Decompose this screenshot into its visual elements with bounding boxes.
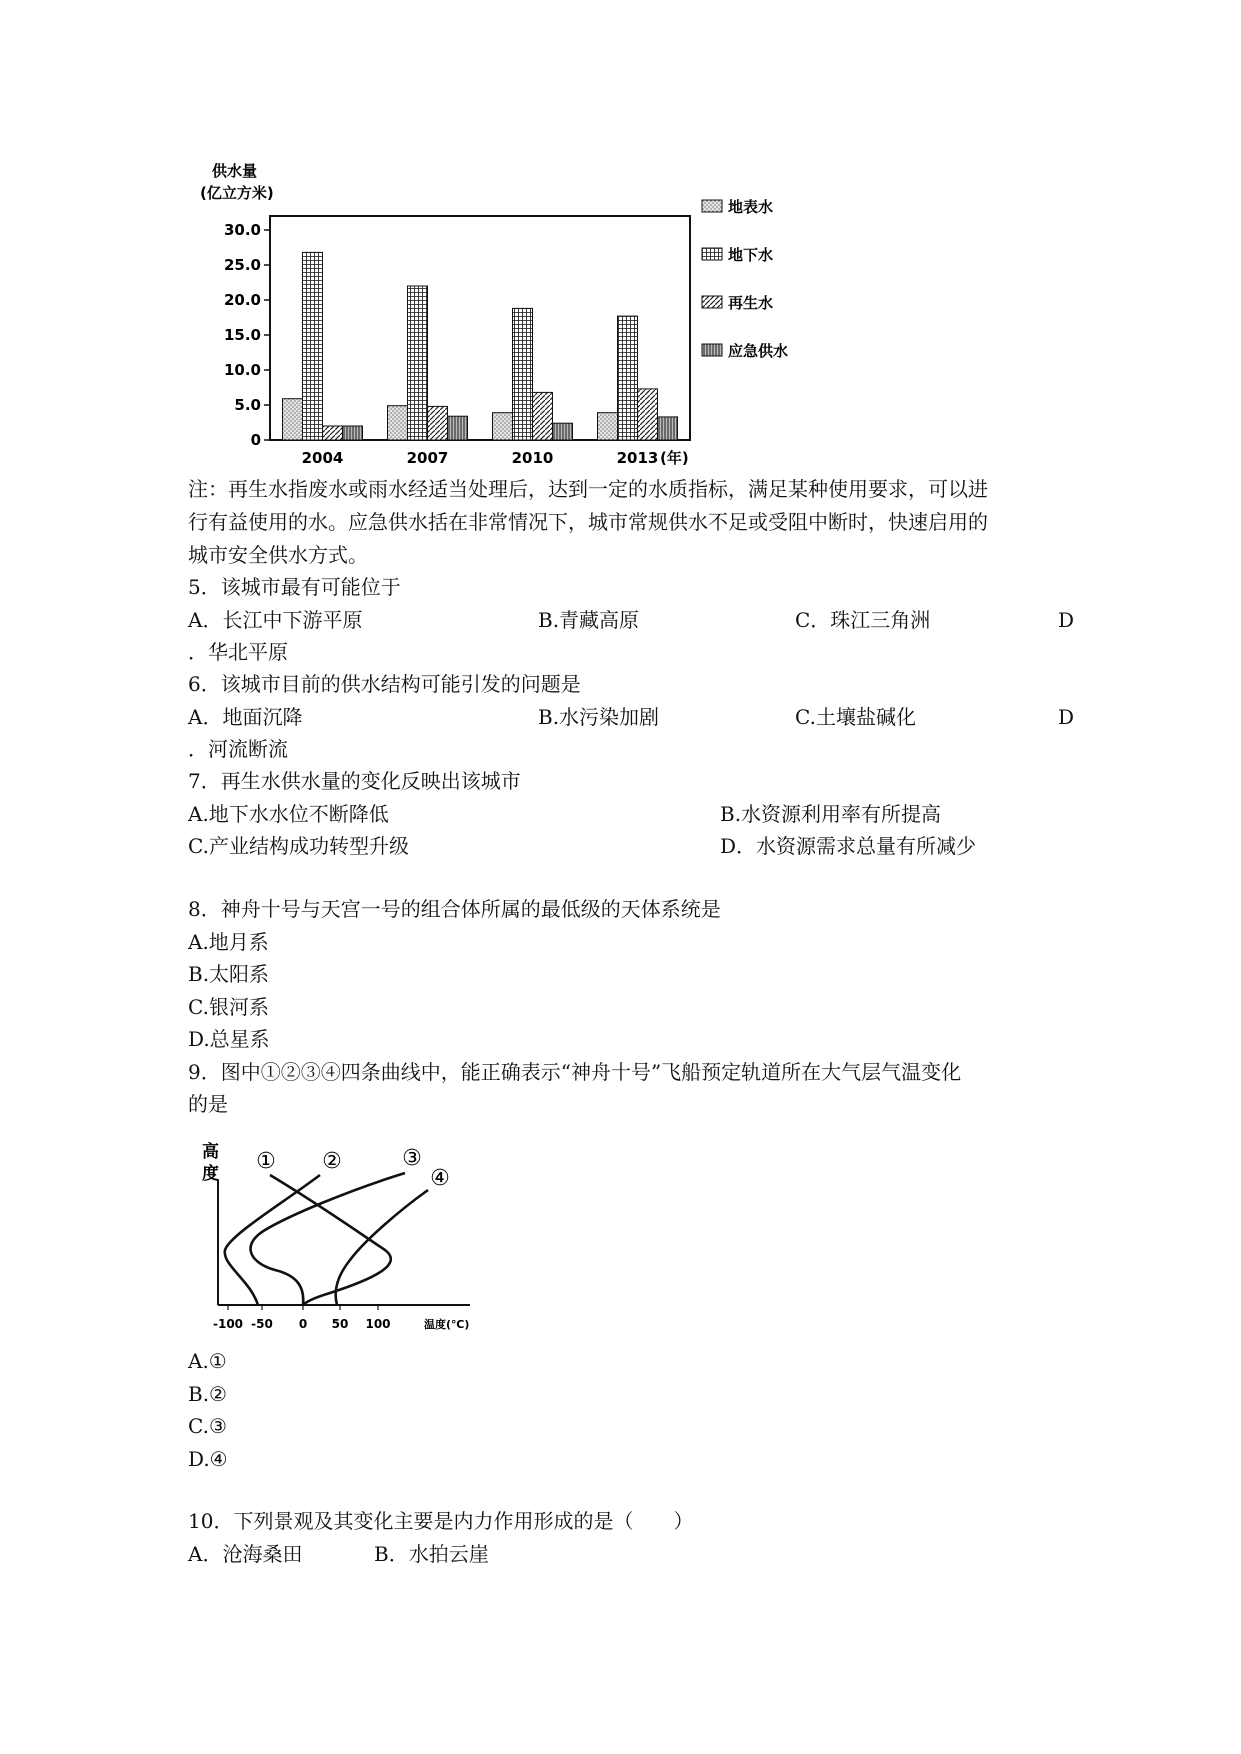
chart-x-ticks [302,449,659,467]
curve-3 [251,1173,405,1305]
bar-2013-0 [598,413,618,440]
q5-option-d-text: ．华北平原 [188,640,288,664]
diagram-ylabel-2: 度 [202,1164,219,1184]
bar-2010-1 [513,308,533,440]
chart-ylabel-line2: (亿立方米) [200,184,274,202]
q7-option-c: C.产业结构成功转型升级 [188,834,409,858]
bar-2007-0 [388,406,408,440]
note-line-3: 城市安全供水方式。 [188,543,368,567]
curve-label-4: ④ [430,1166,450,1191]
bar-2007-3 [448,416,468,440]
diagram-ylabel-1: 高 [202,1142,219,1162]
curve-label-3: ③ [402,1146,422,1171]
curve-1 [270,1175,391,1305]
q8-option-b: B.太阳系 [188,962,270,986]
temp-tick-label: 50 [331,1317,349,1331]
bar-2013-3 [658,417,678,440]
bar-2007-1 [408,286,428,440]
note-line-1: 注：再生水指废水或雨水经适当处理后，达到一定的水质指标，满足某种使用要求，可以进 [188,477,988,501]
chart-x-unit: (年) [660,449,689,467]
curve-label-1: ① [256,1149,276,1174]
bar-2010-0 [493,413,513,440]
bar-2010-2 [533,392,553,440]
q10-option-a: A．沧海桑田 [188,1542,303,1566]
diagram-x-ticks [213,1305,391,1331]
chart-ylabel-line1: 供水量 [212,162,258,180]
q10-stem: 10．下列景观及其变化主要是内力作用形成的是（ ） [188,1509,694,1533]
y-tick-label: 20.0 [223,291,261,309]
chart-legend [702,198,788,360]
legend-swatch [702,344,722,356]
bar-2004-3 [343,426,363,440]
y-tick-label: 5.0 [234,396,261,414]
temp-tick-label: 100 [365,1317,391,1331]
y-tick-label: 0 [250,431,261,449]
q5-stem: 5．该城市最有可能位于 [188,575,401,599]
q9-option-a: A.① [188,1349,227,1373]
y-tick-label: 25.0 [223,256,261,274]
legend-label: 地表水 [728,198,774,216]
q6-option-c: C.土壤盐碱化 [795,705,916,729]
legend-swatch [702,200,722,212]
curve-label-2: ② [322,1149,342,1174]
q9-stem-line-1: 9．图中①②③④四条曲线中，能正确表示“神舟十号”飞船预定轨道所在大气层气温变化 [188,1060,962,1084]
q9-option-b: B.② [188,1382,227,1406]
bar-2013-2 [638,389,658,440]
q5-option-a: A．长江中下游平原 [188,608,363,632]
q9-option-c: C.③ [188,1414,227,1438]
q7-option-b: B.水资源利用率有所提高 [720,802,942,826]
bar-2004-2 [323,426,343,440]
temp-tick-label: -100 [212,1317,244,1331]
legend-label: 再生水 [728,294,774,312]
y-tick-label: 15.0 [223,326,261,344]
q9-stem-line-2: 的是 [188,1092,228,1116]
legend-swatch [702,296,722,308]
q6-option-d-text: ．河流断流 [188,737,288,761]
q6-option-b: B.水污染加剧 [538,705,660,729]
x-tick-label: 2004 [301,449,344,467]
q7-option-a: A.地下水水位不断降低 [188,802,389,826]
q7-stem: 7．再生水供水量的变化反映出该城市 [188,769,521,793]
chart-bars [283,252,678,440]
q5-option-c: C．珠江三角洲 [795,608,931,632]
water-supply-chart [190,160,910,470]
q8-option-a: A.地月系 [188,930,269,954]
bar-2007-2 [428,406,448,440]
diagram-xlabel: 温度(℃) [424,1318,470,1331]
curve-2 [225,1175,320,1305]
q5-option-b: B.青藏高原 [538,608,640,632]
q6-stem: 6．该城市目前的供水结构可能引发的问题是 [188,672,581,696]
x-tick-label: 2013 [616,449,659,467]
y-tick-label: 10.0 [223,361,261,379]
bar-2004-0 [283,399,303,440]
q5-option-d-letter: D [1058,608,1075,632]
y-tick-label: 30.0 [223,221,261,239]
q8-option-c: C.银河系 [188,995,269,1019]
legend-label: 地下水 [728,246,774,264]
legend-swatch [702,248,722,260]
q8-stem: 8．神舟十号与天宫一号的组合体所属的最低级的天体系统是 [188,897,721,921]
bar-2010-3 [553,423,573,440]
temp-tick-label: 0 [298,1317,308,1331]
x-tick-label: 2010 [511,449,554,467]
q6-option-d-letter: D [1058,705,1075,729]
note-line-2: 行有益使用的水。应急供水括在非常情况下，城市常规供水不足或受阻中断时，快速启用的 [188,510,988,534]
bar-2013-1 [618,316,638,440]
x-tick-label: 2007 [406,449,449,467]
chart-y-ticks [224,221,270,449]
legend-label: 应急供水 [728,342,789,360]
q6-option-a: A．地面沉降 [188,705,303,729]
temperature-altitude-diagram [190,1135,480,1335]
temp-tick-label: -50 [251,1317,273,1331]
q10-option-b: B．水拍云崖 [374,1542,489,1566]
q8-option-d: D.总星系 [188,1027,270,1051]
bar-2004-1 [303,252,323,440]
q7-option-d: D．水资源需求总量有所减少 [720,834,977,858]
q9-option-d: D.④ [188,1447,228,1471]
